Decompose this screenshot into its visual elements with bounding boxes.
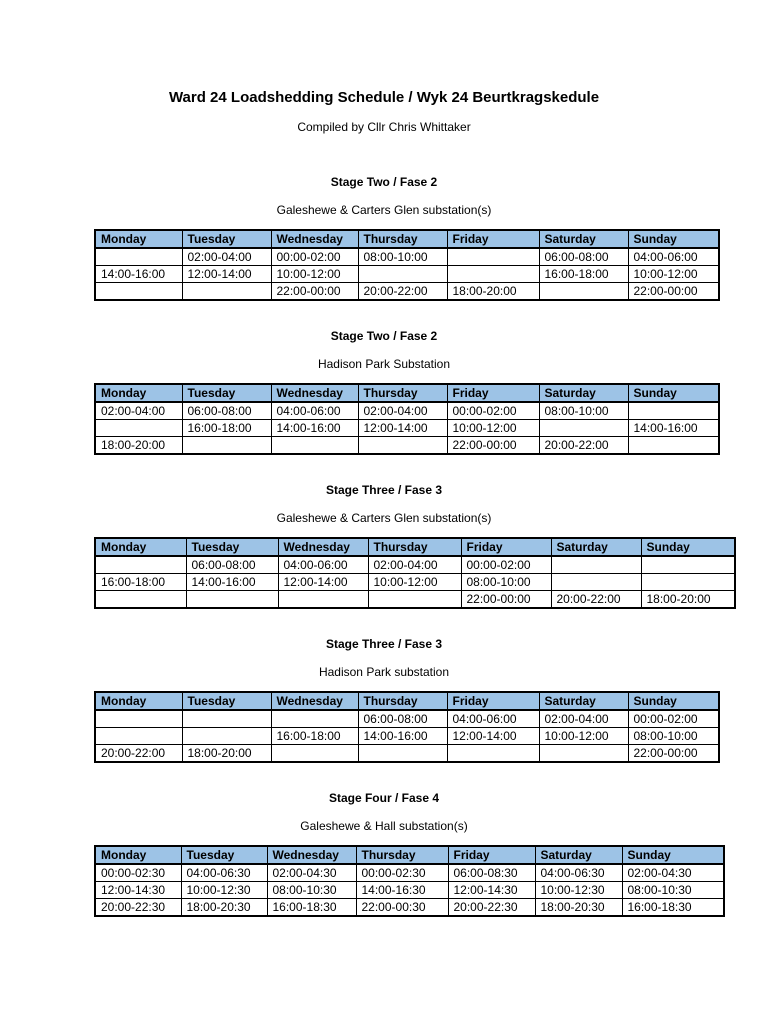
table-cell: [182, 437, 271, 455]
table-cell: 22:00-00:30: [356, 899, 448, 917]
table-cell: 04:00-06:00: [278, 556, 368, 574]
column-header: Tuesday: [181, 846, 267, 864]
table-cell: 06:00-08:00: [182, 402, 271, 420]
table-cell: 22:00-00:00: [271, 283, 358, 301]
table-row: [95, 283, 719, 301]
table-cell: [95, 710, 182, 728]
schedule-table: [94, 229, 720, 301]
table-cell: [182, 283, 271, 301]
table-cell: 08:00-10:00: [358, 248, 447, 266]
table-cell: [539, 745, 628, 763]
table-cell: 08:00-10:30: [267, 882, 356, 899]
table-cell: 22:00-00:00: [461, 591, 551, 609]
section-substation: Galeshewe & Hall substation(s): [300, 819, 468, 833]
table-cell: 22:00-00:00: [628, 745, 719, 763]
table-cell: 00:00-02:30: [356, 864, 448, 882]
table-cell: [271, 710, 358, 728]
table-row: [95, 266, 719, 283]
table-cell: 14:00-16:00: [95, 266, 182, 283]
table-cell: 10:00-12:00: [447, 420, 539, 437]
table-cell: 06:00-08:00: [358, 710, 447, 728]
column-header: Saturday: [539, 692, 628, 710]
table-cell: 02:00-04:00: [539, 710, 628, 728]
table-cell: [447, 266, 539, 283]
table-cell: [271, 437, 358, 455]
section-heading: Stage Four / Fase 4: [328, 791, 440, 805]
table-cell: 12:00-14:00: [358, 420, 447, 437]
table-cell: 12:00-14:30: [95, 882, 181, 899]
table-cell: 14:00-16:30: [356, 882, 448, 899]
column-header: Sunday: [628, 692, 719, 710]
table-cell: [368, 591, 461, 609]
column-header: Wednesday: [267, 846, 356, 864]
table-cell: 18:00-20:00: [641, 591, 735, 609]
column-header: Friday: [447, 230, 539, 248]
table-cell: 04:00-06:00: [447, 710, 539, 728]
table-cell: 20:00-22:00: [551, 591, 641, 609]
column-header: Thursday: [356, 846, 448, 864]
section-substation: Hadison Park substation: [318, 665, 450, 679]
table-row: [95, 864, 724, 882]
table-row: [95, 728, 719, 745]
column-header: Monday: [95, 384, 182, 402]
table-cell: [95, 248, 182, 266]
table-cell: 10:00-12:00: [368, 574, 461, 591]
table-cell: 20:00-22:00: [539, 437, 628, 455]
table-cell: 10:00-12:00: [539, 728, 628, 745]
table-cell: [358, 745, 447, 763]
table-cell: 00:00-02:00: [447, 402, 539, 420]
table-header-row: [95, 230, 719, 248]
table-cell: [628, 402, 719, 420]
table-cell: 00:00-02:00: [461, 556, 551, 574]
table-cell: 06:00-08:00: [186, 556, 278, 574]
table-cell: 04:00-06:00: [271, 402, 358, 420]
table-cell: 00:00-02:00: [271, 248, 358, 266]
column-header: Monday: [95, 230, 182, 248]
table-cell: [95, 591, 186, 609]
section-heading: Stage Three / Fase 3: [325, 637, 443, 651]
column-header: Tuesday: [182, 230, 271, 248]
table-cell: 14:00-16:00: [358, 728, 447, 745]
schedule-table: [94, 537, 736, 609]
section-heading: Stage Three / Fase 3: [325, 483, 443, 497]
table-cell: 02:00-04:00: [358, 402, 447, 420]
table-cell: 16:00-18:30: [267, 899, 356, 917]
table-row: [95, 574, 735, 591]
column-header: Tuesday: [186, 538, 278, 556]
table-cell: 00:00-02:00: [628, 710, 719, 728]
schedule-table: [94, 845, 725, 917]
column-header: Sunday: [628, 384, 719, 402]
table-cell: [551, 556, 641, 574]
column-header: Thursday: [358, 230, 447, 248]
table-cell: [95, 556, 186, 574]
table-cell: [278, 591, 368, 609]
table-cell: 08:00-10:00: [628, 728, 719, 745]
table-cell: [95, 420, 182, 437]
table-cell: 12:00-14:00: [447, 728, 539, 745]
table-cell: 00:00-02:30: [95, 864, 181, 882]
table-cell: 04:00-06:00: [628, 248, 719, 266]
table-cell: [539, 420, 628, 437]
table-cell: 06:00-08:30: [448, 864, 535, 882]
column-header: Thursday: [358, 384, 447, 402]
table-cell: 02:00-04:00: [182, 248, 271, 266]
table-cell: 16:00-18:30: [622, 899, 724, 917]
table-cell: 22:00-00:00: [447, 437, 539, 455]
section-substation: Galeshewe & Carters Glen substation(s): [276, 511, 492, 525]
column-header: Friday: [461, 538, 551, 556]
table-cell: [628, 437, 719, 455]
column-header: Wednesday: [271, 692, 358, 710]
table-cell: 02:00-04:30: [267, 864, 356, 882]
table-cell: 08:00-10:00: [461, 574, 551, 591]
table-cell: [358, 437, 447, 455]
table-cell: 12:00-14:00: [182, 266, 271, 283]
table-cell: 16:00-18:00: [95, 574, 186, 591]
column-header: Wednesday: [278, 538, 368, 556]
table-row: [95, 745, 719, 763]
table-cell: 02:00-04:30: [622, 864, 724, 882]
table-cell: 02:00-04:00: [95, 402, 182, 420]
table-cell: 22:00-00:00: [628, 283, 719, 301]
column-header: Saturday: [539, 384, 628, 402]
table-cell: 18:00-20:00: [182, 745, 271, 763]
column-header: Friday: [447, 384, 539, 402]
table-row: [95, 556, 735, 574]
table-cell: 16:00-18:00: [539, 266, 628, 283]
column-header: Thursday: [368, 538, 461, 556]
table-row: [95, 591, 735, 609]
table-cell: 14:00-16:00: [271, 420, 358, 437]
column-header: Saturday: [535, 846, 622, 864]
table-cell: 08:00-10:00: [539, 402, 628, 420]
table-row: [95, 402, 719, 420]
table-cell: 18:00-20:00: [447, 283, 539, 301]
schedule-table: [94, 383, 720, 455]
table-cell: 18:00-20:30: [535, 899, 622, 917]
column-header: Wednesday: [271, 384, 358, 402]
table-cell: 20:00-22:00: [358, 283, 447, 301]
table-cell: 06:00-08:00: [539, 248, 628, 266]
table-cell: [447, 745, 539, 763]
table-cell: [182, 728, 271, 745]
table-header-row: [95, 692, 719, 710]
column-header: Monday: [95, 538, 186, 556]
table-row: [95, 710, 719, 728]
table-cell: [186, 591, 278, 609]
table-cell: 02:00-04:00: [368, 556, 461, 574]
column-header: Monday: [95, 846, 181, 864]
page-title: Ward 24 Loadshedding Schedule / Wyk 24 Beurtkragskedule: [168, 89, 600, 106]
table-cell: 20:00-22:30: [448, 899, 535, 917]
table-cell: [551, 574, 641, 591]
table-row: [95, 437, 719, 455]
section-heading: Stage Two / Fase 2: [330, 175, 438, 189]
table-cell: 10:00-12:30: [535, 882, 622, 899]
table-cell: [358, 266, 447, 283]
table-cell: [539, 283, 628, 301]
column-header: Tuesday: [182, 692, 271, 710]
column-header: Monday: [95, 692, 182, 710]
table-row: [95, 882, 724, 899]
table-cell: 04:00-06:30: [535, 864, 622, 882]
table-cell: 10:00-12:30: [181, 882, 267, 899]
table-row: [95, 899, 724, 917]
table-row: [95, 248, 719, 266]
column-header: Tuesday: [182, 384, 271, 402]
table-cell: 12:00-14:30: [448, 882, 535, 899]
table-cell: 18:00-20:00: [95, 437, 182, 455]
table-cell: 10:00-12:00: [628, 266, 719, 283]
table-cell: 14:00-16:00: [628, 420, 719, 437]
column-header: Saturday: [551, 538, 641, 556]
table-cell: [641, 574, 735, 591]
table-cell: 04:00-06:30: [181, 864, 267, 882]
column-header: Friday: [447, 692, 539, 710]
table-cell: [95, 728, 182, 745]
table-cell: [447, 248, 539, 266]
table-header-row: [95, 538, 735, 556]
page-subtitle: Compiled by Cllr Chris Whittaker: [297, 120, 471, 134]
column-header: Sunday: [641, 538, 735, 556]
table-header-row: [95, 384, 719, 402]
section-heading: Stage Two / Fase 2: [330, 329, 438, 343]
table-row: [95, 420, 719, 437]
column-header: Sunday: [628, 230, 719, 248]
table-header-row: [95, 846, 724, 864]
column-header: Sunday: [622, 846, 724, 864]
table-cell: 12:00-14:00: [278, 574, 368, 591]
table-cell: [182, 710, 271, 728]
table-cell: 10:00-12:00: [271, 266, 358, 283]
section-substation: Galeshewe & Carters Glen substation(s): [276, 203, 492, 217]
table-cell: 14:00-16:00: [186, 574, 278, 591]
schedule-table: [94, 691, 720, 763]
table-cell: [271, 745, 358, 763]
table-cell: 20:00-22:00: [95, 745, 182, 763]
table-cell: 20:00-22:30: [95, 899, 181, 917]
column-header: Friday: [448, 846, 535, 864]
column-header: Wednesday: [271, 230, 358, 248]
table-cell: [95, 283, 182, 301]
table-cell: 08:00-10:30: [622, 882, 724, 899]
column-header: Thursday: [358, 692, 447, 710]
table-cell: 16:00-18:00: [182, 420, 271, 437]
column-header: Saturday: [539, 230, 628, 248]
table-cell: [641, 556, 735, 574]
table-cell: 18:00-20:30: [181, 899, 267, 917]
table-cell: 16:00-18:00: [271, 728, 358, 745]
section-substation: Hadison Park Substation: [317, 357, 451, 371]
